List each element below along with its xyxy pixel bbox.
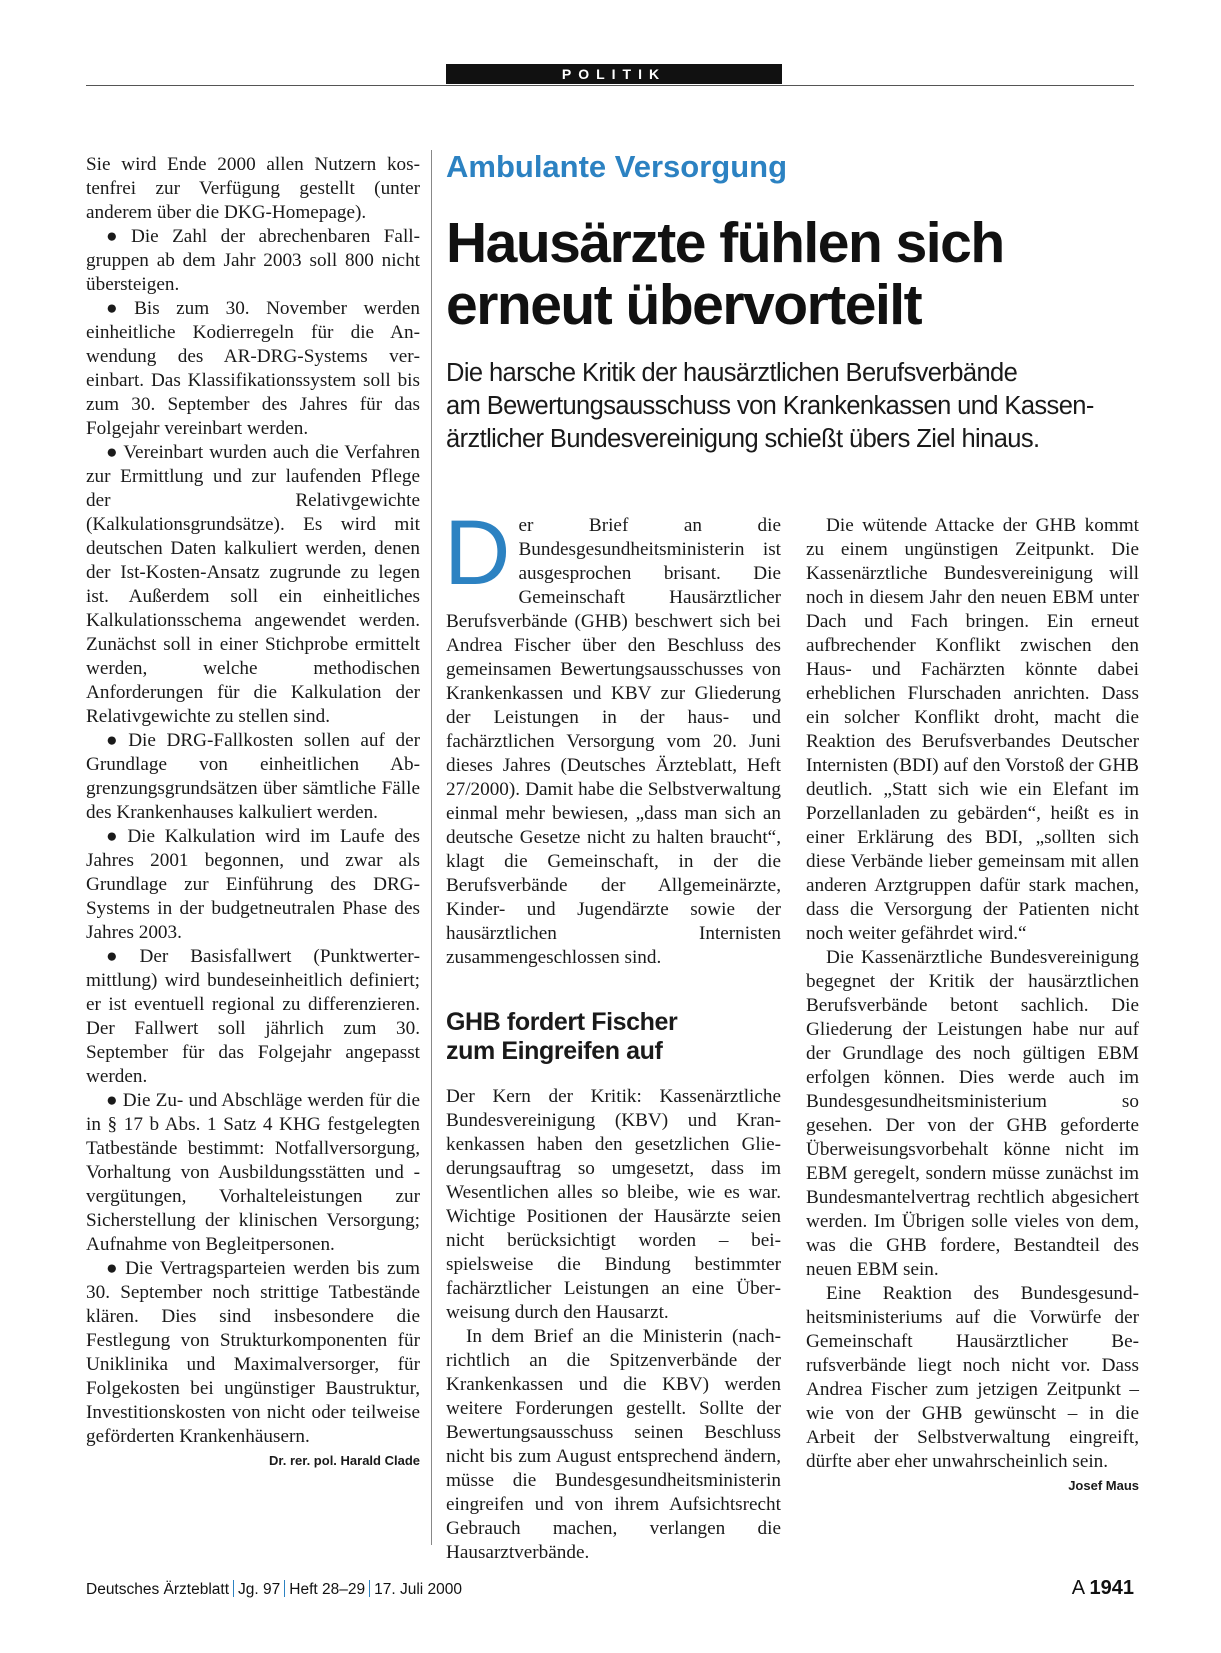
footer-separator (284, 1580, 285, 1597)
subheading-line: GHB fordert Fischer (446, 1008, 678, 1036)
right-column (806, 514, 1139, 1498)
kicker: Ambulante Versorgung (446, 149, 788, 184)
list-item: ● Die DRG-Fallkosten sollen auf der Grundlage von einheitlichen Abgrenzungsgrundsätzen über sämtliche Fälle des Krankenhauses kalkuliert werden. (86, 730, 420, 823)
left-intro: Sie wird Ende 2000 allen Nutzern kostenfrei zur Verfügung gestellt (unter anderem über die DKG-Homepage). (86, 154, 420, 223)
page-prefix: A (1071, 1577, 1084, 1599)
lead (446, 357, 1146, 456)
column-divider (431, 150, 432, 1545)
section-bar: POLITIK (446, 64, 782, 84)
headline (446, 212, 1166, 336)
author-signature: Dr. rer. pol. Harald Clade (269, 1453, 420, 1468)
bullet-icon: ● (106, 1090, 118, 1111)
list-item: ● Die Zu- und Abschläge werden für die in § 17 b Abs. 1 Satz 4 KHG festgelegten Tatbestände bestimmt: Notfallversorgung, Vorhaltung von Ausbildungsstätten und -vergütungen, Vorhalteleistungen zur Sicherstellung der klinischen Versorgung; Aufnahme von Begleitpersonen. (86, 1090, 421, 1255)
body-paragraph: Die Kassenärztliche Bundesvereinigung begegnet der Kritik der hausärztlichen Berufsverbände betont sachlich. Die Gliederung der Leistungen habe nur auf der Grundlage des noch gültigen EBM erfolgen können. Dies werde auch im Bundesgesundheitsministerium so gesehen. Der von der GHB geforderte Überweisungsvorbehalt könne nicht im EBM geregelt, sondern müsse zunächst im Bundesmantelvertrag rechtlich abgesichert werden. Im Übrigen solle vieles von dem, was die GHB fordere, Bestandteil des neuen EBM sein. (806, 947, 1139, 1280)
footer-separator (369, 1580, 370, 1597)
list-item: ● Die Vertragsparteien werden bis zum 30. September noch strittige Tatbestände klären. Dies sind insbesondere die Festlegung von Strukturkomponenten für Uniklinika und Maximalversorger, für Folgekosten bei ungünstiger Baustruktur, Investitionskosten von nicht oder teilweise geförderten Krankenhäusern. Dr. rer. pol. Harald Clade (86, 1257, 420, 1449)
journal-name: Deutsches Ärzteblatt (86, 1581, 230, 1598)
body-paragraph: Der Brief an die Bundesgesundheitsministerin ist ausgesprochen brisant. Die Gemeinschaft Hausärztlicher Berufsverbände (GHB) beschwert sich bei Andrea Fischer über den Beschluss des gemeinsamen Bewertungsausschusses von Krankenkassen und KBV zur Gliederung der Leistungen in der haus- und fachärztlichen Versorgung vom 20. Juni dieses Jahres (Deutsches Ärzteblatt, Heft 27/2000). Damit habe die Selbstverwaltung einmal mehr bewiesen, „dass man sich an deutsche Gesetze nicht zu halten braucht“, klagt die Gemeinschaft, in der die Berufsverbände der Allgemeinärzte, Kinder- und Jugendärzte sowie der hausärztlichen Internisten zusammengeschlossen sind. (444, 502, 781, 968)
subheading (446, 1008, 781, 1066)
bullet-icon: ● (106, 946, 118, 967)
list-item: ● Bis zum 30. November werden einheitliche Kodierregeln für die Anwendung des AR-DRG-Systems vereinbart. Das Klassifikationssystem soll bis zum 30. September des Jahres für das Folgejahr vereinbart werden. (86, 298, 420, 439)
page-number (1050, 1576, 1134, 1600)
page-number-value: 1941 (1089, 1577, 1134, 1599)
headline-line: erneut übervorteilt (446, 273, 922, 337)
middle-column (444, 502, 781, 1565)
list-item: ● Die Zahl der abrechenbaren Fallgruppen ab dem Jahr 2003 soll 800 nicht übersteigen. (86, 226, 420, 295)
volume: Jg. 97 (238, 1581, 281, 1598)
lead-line: ärztlicher Bundesvereinigung schießt übers Ziel hinaus. (446, 425, 1040, 453)
footer (86, 1580, 462, 1600)
header-rule (86, 85, 1134, 86)
bullet-icon: ● (106, 730, 118, 751)
list-item: ● Vereinbart wurden auch die Verfahren zur Ermittlung und zur laufenden Pflege der Relativgewichte (Kalkulationsgrundsätze). Es wird mit deutschen Daten kalkuliert werden, denen der Ist-Kosten-Ansatz zugrunde zu legen ist. Außerdem soll ein einheitliches Kalkulationsschema angewendet werden. Zunächst soll in einer Stichprobe ermittelt werden, welche methodischen Anforderungen für die Kalkulation der Relativgewichte zu stellen sind. (86, 442, 421, 727)
subheading-line: zum Eingreifen auf (446, 1037, 663, 1065)
list-item: ● Die Kalkulation wird im Laufe des Jahres 2001 begonnen, und zwar als Grundlage zur Einführung des DRG-Systems in der budgetneutralen Phase des Jahres 2003. (86, 826, 420, 943)
bullet-icon: ● (106, 226, 118, 247)
body-paragraph: Der Kern der Kritik: Kassenärztliche Bundesvereinigung (KBV) und Krankenkassen haben den gesetzlichen Gliederungsauftrag so umgesetzt, dass im Wesentlichen alles so bleibe, wie es war. Wichtige Positionen der Hausärzte seien nicht berücksichtigt worden – beispielsweise die Bindung bestimmter fachärztlicher Leistungen an eine Überweisung durch den Hausarzt. (446, 1086, 781, 1323)
issue: Heft 28–29 (289, 1581, 366, 1598)
left-column (86, 153, 420, 1473)
lead-line: am Bewertungsausschuss von Krankenkassen und Kassen- (446, 392, 1094, 420)
issue-date: 17. Juli 2000 (374, 1581, 462, 1598)
bullet-icon: ● (106, 442, 118, 463)
footer-separator (233, 1580, 234, 1597)
bullet-icon: ● (106, 826, 118, 847)
body-paragraph: In dem Brief an die Ministerin (nachrichtlich an die Spitzenverbände der Krankenkassen und die KBV) werden weitere Forderungen gestellt. Sollte der Bewertungsausschuss seinen Beschluss nicht bis zum August entsprechend ändern, müsse die Bundesgesundheitsministerin eingreifen und von ihrem Aufsichtsrecht Gebrauch machen, verlangen die Hausarztverbände. (446, 1326, 781, 1563)
drop-cap: D (444, 502, 511, 604)
lead-line: Die harsche Kritik der hausärztlichen Berufsverbände (446, 359, 1018, 387)
body-paragraph: Eine Reaktion des Bundesgesundheitsministeriums auf die Vorwürfe der Gemeinschaft Hausärztlicher Berufsverbände liegt noch nicht vor. Dass Andrea Fischer zum jetzigen Zeitpunkt – wie von der GHB gewünscht – in die Arbeit der Selbstverwaltung eingreift, dürfte aber eher unwahrscheinlich sein. Josef Maus (806, 1282, 1139, 1474)
body-paragraph: Die wütende Attacke der GHB kommt zu einem ungünstigen Zeitpunkt. Die Kassenärztliche Bundesvereinigung will noch in diesem Jahr den neuen EBM unter Dach und Fach bringen. Ein erneut aufbrechender Konflikt zwischen den Haus- und Fachärzten könnte dabei erheblichen Flurschaden anrichten. Dass ein solcher Konflikt droht, macht die Reaktion des Berufsverbandes Deutscher Internisten (BDI) auf den Vorstoß der GHB deutlich. „Statt sich wie ein Elefant im Porzellanladen zu gebärden“, heißt es in einer Erklärung des BDI, „sollten sich diese Verbände lieber gemeinsam mit allen anderen Arztgruppen dafür stark machen, dass die Versorgung der Patienten nicht noch weiter gefährdet wird.“ (806, 515, 1139, 944)
bullet-icon: ● (106, 1258, 118, 1279)
bullet-icon: ● (106, 298, 118, 319)
author-signature: Josef Maus (1068, 1478, 1139, 1493)
headline-line: Hausärzte fühlen sich (446, 211, 1004, 275)
list-item: ● Der Basisfallwert (Punktwertermittlung) wird bundeseinheitlich definiert; er ist eventuell regional zu differenzieren. Der Fallwert soll jährlich zum 30. September für das Folgejahr angepasst werden. (86, 946, 420, 1087)
